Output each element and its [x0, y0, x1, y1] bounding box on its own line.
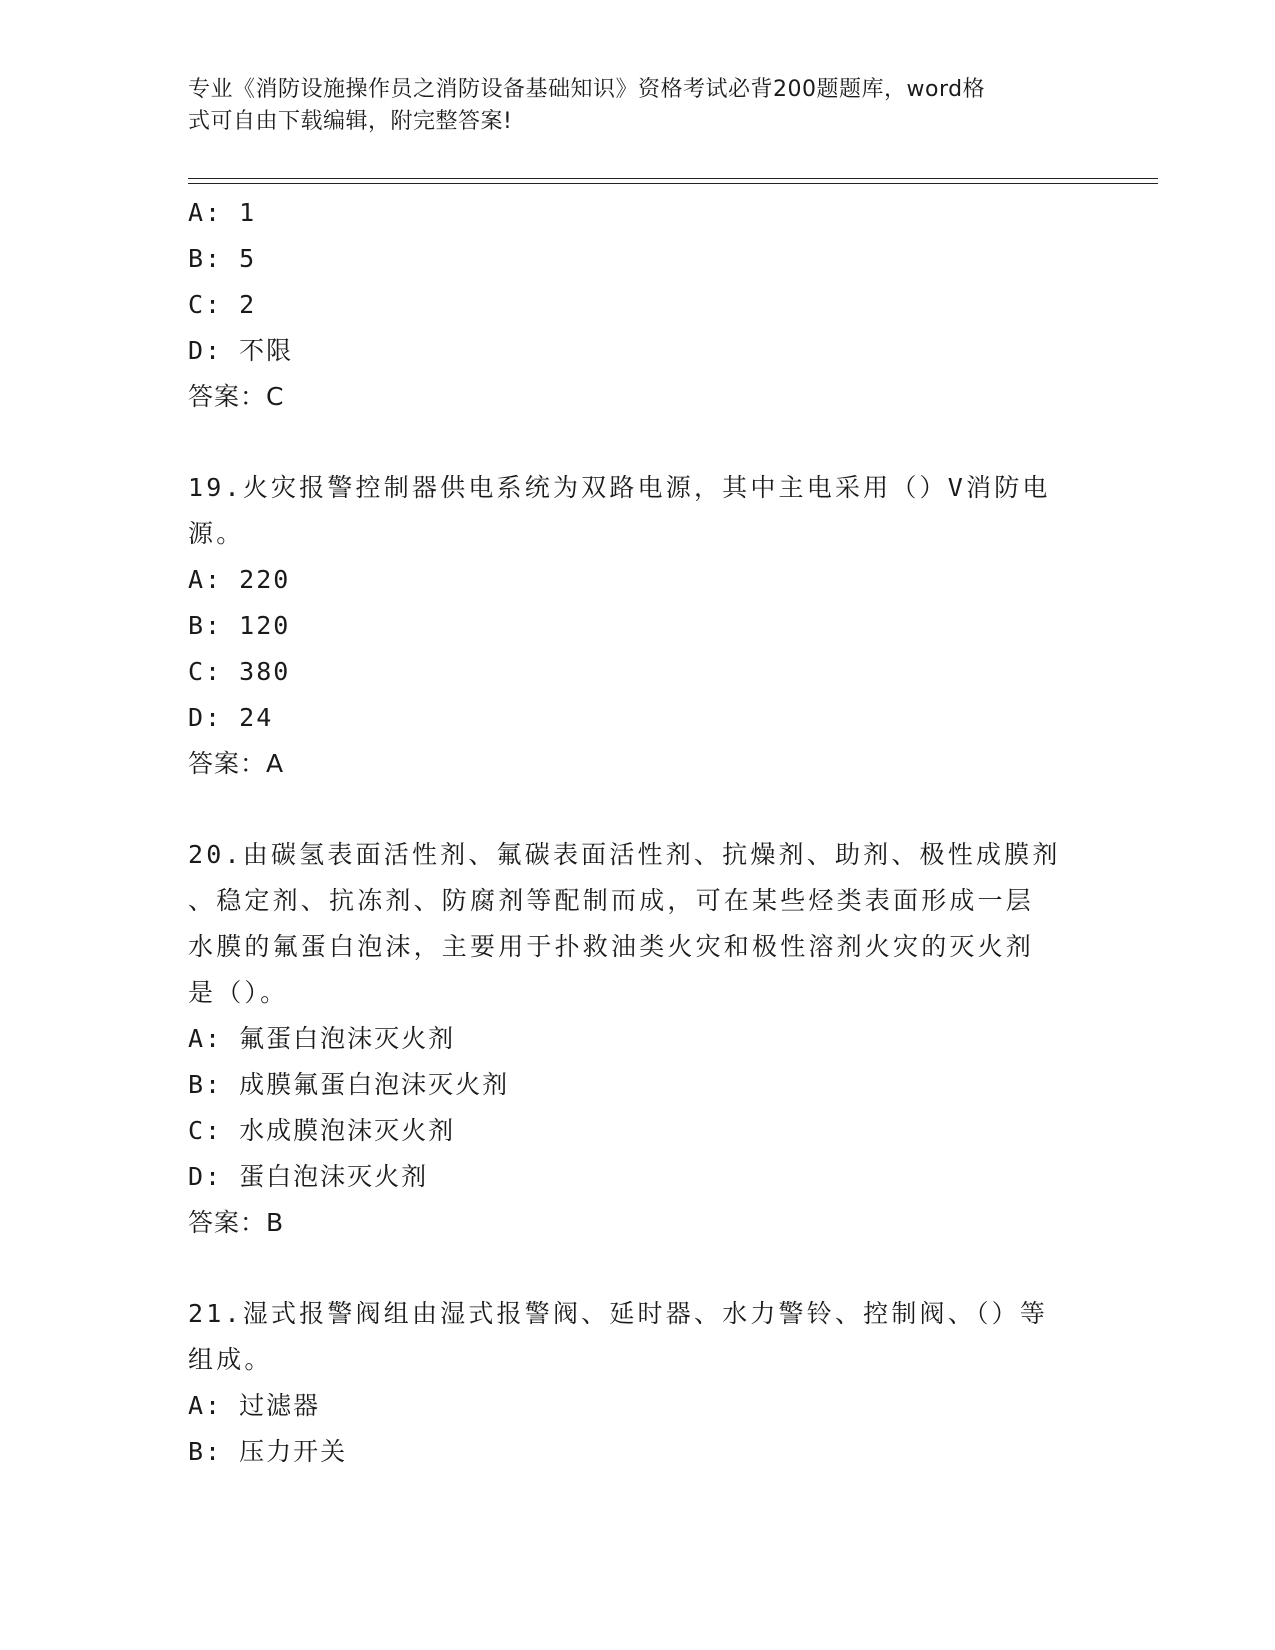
header-line-1: 专业《消防设施操作员之消防设备基础知识》资格考试必背200题题库，word格: [188, 77, 986, 102]
option-b: B: 压力开关: [188, 1437, 348, 1466]
question-text-line: 源。: [188, 519, 245, 548]
header-divider-bottom: [188, 183, 1158, 184]
question-text-line: 组成。: [188, 1345, 273, 1374]
option-d: D: 蛋白泡沫灭火剂: [188, 1162, 429, 1191]
question-spacer: [188, 420, 1088, 465]
question-text-line: 21.湿式报警阀组由湿式报警阀、延时器、水力警铃、控制阀、（）等: [188, 1299, 1049, 1328]
option-a: A: 氟蛋白泡沫灭火剂: [188, 1024, 456, 1053]
option-b: B: 120: [188, 611, 291, 640]
option-a: A: 过滤器: [188, 1391, 321, 1420]
question-21: [188, 1291, 1088, 1475]
header-line-2: 式可自由下载编辑，附完整答案!: [188, 109, 513, 134]
question-20: [188, 832, 1088, 1246]
question-text-line: 20.由碳氢表面活性剂、氟碳表面活性剂、抗燥剂、助剂、极性成膜剂: [188, 840, 1061, 869]
option-c: C: 水成膜泡沫灭火剂: [188, 1116, 456, 1145]
answer-line: 答案：C: [188, 382, 285, 411]
option-b: B: 成膜氟蛋白泡沫灭火剂: [188, 1070, 510, 1099]
question-list: [188, 190, 1088, 1475]
option-d: D: 24: [188, 703, 274, 732]
question-text-line: 是（）。: [188, 978, 289, 1007]
question-spacer: [188, 1246, 1088, 1291]
option-a: A: 1: [188, 198, 257, 227]
question-text-line: 水膜的氟蛋白泡沫，主要用于扑救油类火灾和极性溶剂火灾的灭火剂: [188, 932, 1035, 961]
answer-line: 答案：B: [188, 1208, 285, 1237]
document-header: [188, 74, 1078, 138]
answer-line: 答案：A: [188, 749, 285, 778]
option-b: B: 5: [188, 244, 257, 273]
header-divider-top: [188, 178, 1158, 179]
option-a: A: 220: [188, 565, 291, 594]
question-18: [188, 190, 1088, 420]
question-text-line: 19.火灾报警控制器供电系统为双路电源，其中主电采用（）V消防电: [188, 473, 1051, 502]
option-c: C: 380: [188, 657, 291, 686]
option-d: D: 不限: [188, 336, 294, 365]
question-text-line: 、稳定剂、抗冻剂、防腐剂等配制而成，可在某些烃类表面形成一层: [188, 886, 1035, 915]
question-spacer: [188, 787, 1088, 832]
option-c: C: 2: [188, 290, 257, 319]
question-19: [188, 465, 1088, 787]
